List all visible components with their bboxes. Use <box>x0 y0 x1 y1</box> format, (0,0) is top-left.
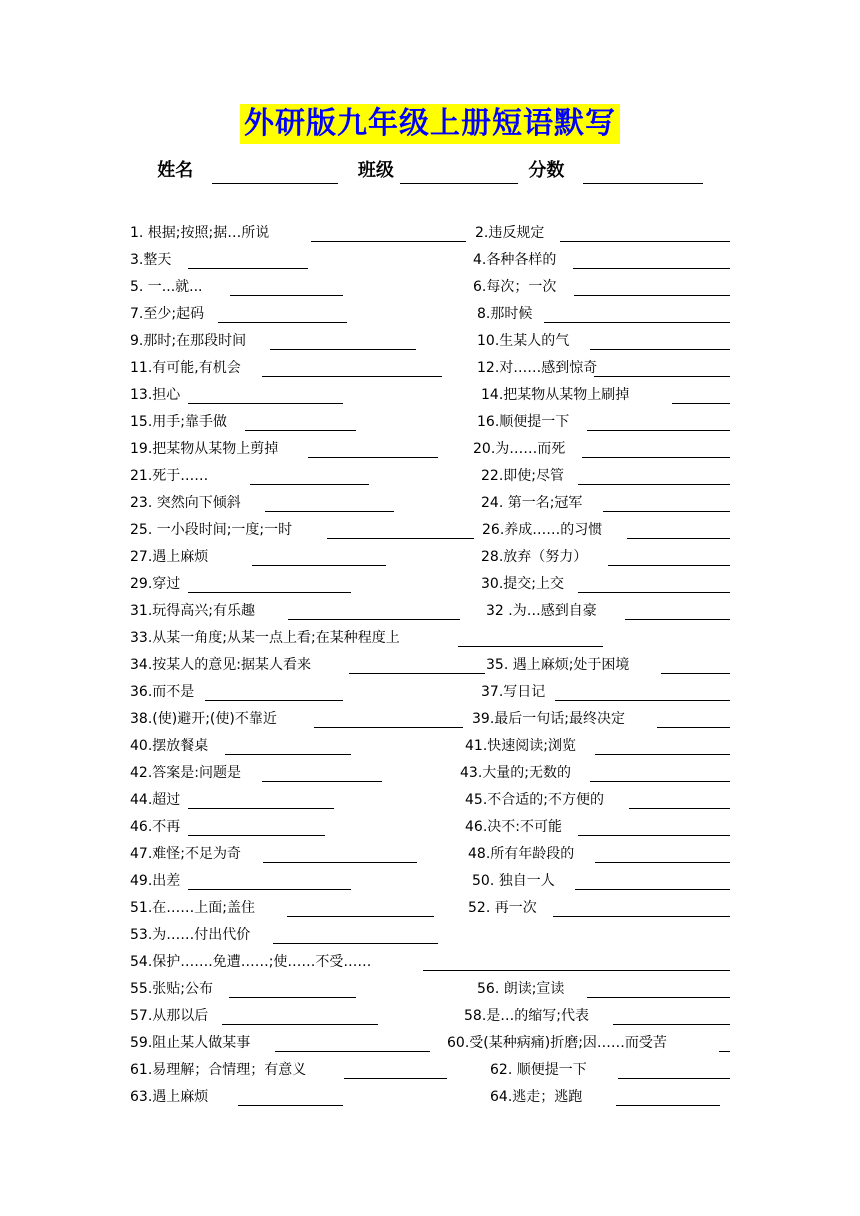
answer-blank[interactable] <box>582 439 730 458</box>
phrase-row <box>0 623 860 650</box>
phrase-item <box>481 380 730 407</box>
phrase-text: 7.至少;起码 <box>130 306 205 322</box>
phrase-text: 61.易理解；合情理；有意义 <box>130 1062 307 1078</box>
answer-blank[interactable] <box>575 871 730 890</box>
answer-blank[interactable] <box>308 439 438 458</box>
phrase-text: 1. 根据;按照;据…所说 <box>130 225 270 241</box>
phrase-item <box>130 1082 343 1109</box>
phrase-text: 15.用手;靠手做 <box>130 414 227 430</box>
phrase-item <box>472 704 730 731</box>
phrase-row <box>0 299 860 326</box>
phrase-item <box>481 542 730 569</box>
phrase-text: 23. 突然向下倾斜 <box>130 495 241 511</box>
phrase-item <box>130 947 730 974</box>
phrase-text: 55.张贴;公布 <box>130 981 213 997</box>
phrase-text: 36.而不是 <box>130 684 195 700</box>
phrase-item <box>465 731 730 758</box>
answer-blank[interactable] <box>262 358 442 377</box>
answer-blank[interactable] <box>578 574 730 593</box>
answer-blank[interactable] <box>578 817 730 836</box>
answer-blank[interactable] <box>590 763 730 782</box>
phrase-item <box>130 758 382 785</box>
class-blank[interactable] <box>400 163 518 184</box>
phrase-item <box>447 1028 730 1055</box>
phrase-item <box>460 758 730 785</box>
phrase-item <box>130 785 334 812</box>
phrase-item <box>130 920 438 947</box>
answer-blank[interactable] <box>188 385 343 404</box>
answer-blank[interactable] <box>657 709 730 728</box>
phrase-text: 51.在……上面;盖住 <box>130 900 255 916</box>
phrase-text: 6.每次；一次 <box>473 279 557 295</box>
answer-blank[interactable] <box>222 1006 378 1025</box>
phrase-row <box>0 434 860 461</box>
phrase-row <box>0 785 860 812</box>
phrase-text: 56. 朗读;宣读 <box>477 981 565 997</box>
phrase-text: 43.大量的;无数的 <box>460 765 571 781</box>
answer-blank[interactable] <box>188 871 351 890</box>
phrase-item <box>130 812 325 839</box>
title-block <box>0 104 860 144</box>
phrase-text: 31.玩得高兴;有乐趣 <box>130 603 255 619</box>
phrase-text: 57.从那以后 <box>130 1008 209 1024</box>
score-blank[interactable] <box>583 163 703 184</box>
phrase-text: 9.那时;在那段时间 <box>130 333 247 349</box>
phrase-text: 29.穿过 <box>130 576 181 592</box>
phrase-row <box>0 1028 860 1055</box>
phrase-item <box>490 1082 720 1109</box>
phrase-text: 33.从某一角度;从某一点上看;在某种程度上 <box>130 630 400 646</box>
phrase-text: 54.保护…….免遭……;使……不受…… <box>130 954 372 970</box>
answer-blank[interactable] <box>188 817 325 836</box>
phrase-row <box>0 893 860 920</box>
answer-blank[interactable] <box>265 493 394 512</box>
answer-blank[interactable] <box>603 493 730 512</box>
phrase-item <box>130 488 394 515</box>
phrase-item <box>477 353 730 380</box>
answer-blank[interactable] <box>573 250 730 269</box>
phrase-item <box>130 704 463 731</box>
phrase-item <box>130 596 460 623</box>
phrase-row <box>0 1055 860 1082</box>
phrase-item <box>130 299 347 326</box>
phrase-text: 22.即使;尽管 <box>481 468 564 484</box>
phrase-item <box>486 596 730 623</box>
phrase-text: 34.按某人的意见:据某人看来 <box>130 657 311 673</box>
answer-blank[interactable] <box>627 520 730 539</box>
phrase-item <box>130 407 356 434</box>
answer-blank[interactable] <box>250 466 369 485</box>
phrase-row <box>0 758 860 785</box>
answer-blank[interactable] <box>595 844 730 863</box>
phrase-item <box>130 623 603 650</box>
answer-blank[interactable] <box>188 250 308 269</box>
phrase-text: 64.逃走；逃跑 <box>490 1089 583 1105</box>
phrase-row <box>0 245 860 272</box>
phrase-text: 40.摆放餐桌 <box>130 738 209 754</box>
answer-blank[interactable] <box>544 304 730 323</box>
phrase-item <box>130 461 369 488</box>
answer-blank[interactable] <box>344 1060 447 1079</box>
phrase-item <box>473 272 730 299</box>
answer-blank[interactable] <box>618 1060 730 1079</box>
answer-blank[interactable] <box>595 736 730 755</box>
phrase-text: 47.难怪;不足为奇 <box>130 846 241 862</box>
answer-blank[interactable] <box>270 331 416 350</box>
phrase-item <box>130 839 417 866</box>
phrase-item <box>130 542 386 569</box>
name-label: 姓名 <box>157 160 194 181</box>
answer-blank[interactable] <box>275 1033 430 1052</box>
phrase-text: 3.整天 <box>130 252 172 268</box>
phrase-row <box>0 677 860 704</box>
phrase-item <box>477 326 730 353</box>
answer-blank[interactable] <box>625 601 730 620</box>
answer-blank[interactable] <box>229 979 356 998</box>
phrase-text: 13.担心 <box>130 387 181 403</box>
phrase-item <box>130 515 474 542</box>
student-info-line <box>0 158 860 184</box>
phrase-text: 58.是…的缩写;代表 <box>464 1008 589 1024</box>
phrase-text: 10.生某人的气 <box>477 333 570 349</box>
phrase-item <box>130 866 351 893</box>
phrase-item <box>475 218 730 245</box>
phrase-row <box>0 326 860 353</box>
answer-blank[interactable] <box>574 277 730 296</box>
phrase-item <box>130 650 485 677</box>
phrase-text: 20.为……而死 <box>473 441 566 457</box>
phrase-text: 26.养成……的习惯 <box>482 522 603 538</box>
answer-blank[interactable] <box>590 331 730 350</box>
answer-blank[interactable] <box>613 1006 730 1025</box>
score-label: 分数 <box>528 160 565 181</box>
phrase-item <box>465 785 730 812</box>
phrase-item <box>130 1001 378 1028</box>
phrase-row <box>0 839 860 866</box>
phrase-text: 42.答案是:问题是 <box>130 765 241 781</box>
phrase-item <box>481 461 730 488</box>
phrase-item <box>468 893 730 920</box>
phrase-text: 63.遇上麻烦 <box>130 1089 209 1105</box>
phrase-item <box>477 299 730 326</box>
phrase-row <box>0 569 860 596</box>
phrase-text: 16.顺便提一下 <box>477 414 570 430</box>
phrase-text: 30.提交;上交 <box>481 576 564 592</box>
phrase-text: 28.放弃（努力） <box>481 549 588 565</box>
phrase-row <box>0 974 860 1001</box>
phrase-item <box>130 893 434 920</box>
phrase-text: 8.那时候 <box>477 306 533 322</box>
phrase-item <box>130 731 351 758</box>
answer-blank[interactable] <box>218 304 347 323</box>
phrase-text: 60.受(某种病痛)折磨;因……而受苦 <box>447 1035 667 1051</box>
phrase-text: 5. 一...就... <box>130 279 203 295</box>
phrase-text: 14.把某物从某物上刷掉 <box>481 387 630 403</box>
answer-blank[interactable] <box>262 763 382 782</box>
phrase-item <box>130 1028 430 1055</box>
phrase-text: 24. 第一名;冠军 <box>481 495 583 511</box>
phrase-row <box>0 704 860 731</box>
phrase-text: 2.违反规定 <box>475 225 545 241</box>
phrase-item <box>486 650 730 677</box>
phrase-item <box>130 245 308 272</box>
page-title: 外研版九年级上册短语默写 <box>240 104 620 144</box>
phrase-text: 21.死于…… <box>130 468 209 484</box>
phrase-item <box>468 839 730 866</box>
answer-blank[interactable] <box>560 223 730 242</box>
answer-blank[interactable] <box>327 520 474 539</box>
answer-blank[interactable] <box>230 277 343 296</box>
phrase-row <box>0 596 860 623</box>
phrase-text: 44.超过 <box>130 792 181 808</box>
phrase-row <box>0 731 860 758</box>
answer-blank[interactable] <box>311 223 466 242</box>
phrase-row <box>0 488 860 515</box>
answer-blank[interactable] <box>594 358 730 377</box>
phrase-text: 39.最后一句话;最终决定 <box>472 711 625 727</box>
answer-blank[interactable] <box>458 628 603 647</box>
answer-blank[interactable] <box>587 979 730 998</box>
phrase-item <box>473 245 730 272</box>
phrase-text: 41.快速阅读;浏览 <box>465 738 576 754</box>
phrase-text: 11.有可能,有机会 <box>130 360 241 376</box>
answer-blank[interactable] <box>225 736 351 755</box>
answer-blank[interactable] <box>587 412 730 431</box>
answer-blank[interactable] <box>616 1087 720 1106</box>
phrase-text: 62. 顺便提一下 <box>490 1062 587 1078</box>
phrase-row <box>0 542 860 569</box>
answer-blank[interactable] <box>553 898 730 917</box>
answer-blank[interactable] <box>661 655 730 674</box>
phrase-text: 48.所有年龄段的 <box>468 846 575 862</box>
phrase-row <box>0 812 860 839</box>
phrase-item <box>130 272 343 299</box>
phrase-item <box>130 569 351 596</box>
phrase-item <box>130 326 416 353</box>
phrase-item <box>481 677 730 704</box>
phrase-text: 52. 再一次 <box>468 900 537 916</box>
answer-blank[interactable] <box>608 547 730 566</box>
answer-blank[interactable] <box>238 1087 343 1106</box>
phrase-item <box>477 407 730 434</box>
phrase-item <box>130 677 343 704</box>
phrase-item <box>130 353 442 380</box>
phrase-list <box>0 218 860 1109</box>
phrase-item <box>481 569 730 596</box>
phrase-text: 53.为……付出代价 <box>130 927 251 943</box>
phrase-text: 50. 独自一人 <box>472 873 555 889</box>
answer-blank[interactable] <box>629 790 730 809</box>
answer-blank[interactable] <box>578 466 730 485</box>
phrase-row <box>0 380 860 407</box>
phrase-text: 59.阻止某人做某事 <box>130 1035 251 1051</box>
phrase-row <box>0 407 860 434</box>
phrase-text: 25. 一小段时间;一度;一时 <box>130 522 293 538</box>
answer-blank[interactable] <box>252 547 386 566</box>
phrase-item <box>481 488 730 515</box>
phrase-row <box>0 1082 860 1109</box>
phrase-item <box>490 1055 730 1082</box>
answer-blank[interactable] <box>423 952 730 971</box>
phrase-item <box>130 380 343 407</box>
answer-blank[interactable] <box>287 898 434 917</box>
phrase-item <box>465 812 730 839</box>
phrase-text: 45.不合适的;不方便的 <box>465 792 604 808</box>
answer-blank[interactable] <box>273 925 438 944</box>
phrase-text: 12.对……感到惊奇 <box>477 360 598 376</box>
answer-blank[interactable] <box>205 682 343 701</box>
phrase-text: 32 .为…感到自豪 <box>486 603 597 619</box>
phrase-text: 37.写日记 <box>481 684 546 700</box>
phrase-row <box>0 1001 860 1028</box>
phrase-text: 38.(使)避开;(使)不靠近 <box>130 711 277 727</box>
phrase-text: 27.遇上麻烦 <box>130 549 209 565</box>
phrase-text: 46.不再 <box>130 819 181 835</box>
class-label: 班级 <box>357 160 394 181</box>
phrase-row <box>0 353 860 380</box>
phrase-row <box>0 218 860 245</box>
answer-blank[interactable] <box>314 709 463 728</box>
name-blank[interactable] <box>212 163 338 184</box>
answer-blank[interactable] <box>672 385 730 404</box>
phrase-item <box>482 515 730 542</box>
phrase-item <box>472 866 730 893</box>
answer-blank[interactable] <box>349 655 485 674</box>
phrase-item <box>477 974 730 1001</box>
phrase-text: 46.决不:不可能 <box>465 819 562 835</box>
phrase-row <box>0 947 860 974</box>
phrase-item <box>464 1001 730 1028</box>
answer-blank[interactable] <box>188 790 334 809</box>
answer-blank[interactable] <box>555 682 730 701</box>
phrase-text: 49.出差 <box>130 873 181 889</box>
phrase-row <box>0 515 860 542</box>
phrase-row <box>0 272 860 299</box>
answer-blank[interactable] <box>188 574 351 593</box>
phrase-row <box>0 461 860 488</box>
phrase-item <box>130 218 466 245</box>
phrase-item <box>130 1055 447 1082</box>
answer-blank[interactable] <box>288 601 460 620</box>
phrase-text: 19.把某物从某物上剪掉 <box>130 441 279 457</box>
answer-blank[interactable] <box>245 412 356 431</box>
phrase-text: 35. 遇上麻烦;处于困境 <box>486 657 630 673</box>
phrase-row <box>0 650 860 677</box>
phrase-item <box>130 974 356 1001</box>
phrase-item <box>130 434 438 461</box>
phrase-text: 4.各种各样的 <box>473 252 557 268</box>
phrase-item <box>473 434 730 461</box>
phrase-row <box>0 920 860 947</box>
answer-blank[interactable] <box>263 844 417 863</box>
answer-blank[interactable] <box>719 1033 730 1052</box>
phrase-row <box>0 866 860 893</box>
